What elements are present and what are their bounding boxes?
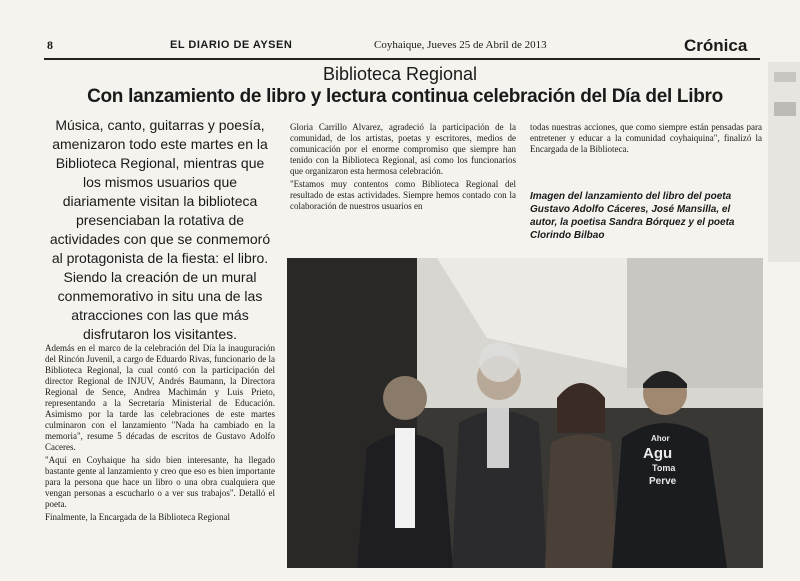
header-rule (44, 58, 760, 60)
article-headline: Con lanzamiento de libro y lectura continua celebración del Día del Libro (87, 86, 723, 107)
scan-bleed-edge (768, 62, 800, 262)
photo-caption: Imagen del lanzamiento del libro del poeta Gustavo Adolfo Cáceres, José Mansilla, el autor, la poetisa Sandra Bórquez y el poeta Clorindo Bilbao (530, 191, 735, 241)
paragraph: Gloria Carrillo Alvarez, agradeció la participación de la comunidad, de los artistas, poetas y escritores, medios de comunicación por el enorme compromiso que siempre han tenido con la Biblioteca Regional, así como los funcionarios que organizaron esta hermosa celebración. (290, 122, 516, 176)
body-column-3 (530, 122, 762, 157)
issue-date: Coyhaique, Jueves 25 de Abril de 2013 (374, 39, 547, 51)
group-photo-illustration (287, 258, 763, 568)
paragraph: "Aquí en Coyhaique ha sido bien interesante, ha llegado bastante gente al lanzamiento y creo que eso es bien importante para la persona que hace un libro o una obra cualquiera que vengan personas a escucharlo o a ver sus trabajos". Detalló el poeta. (45, 455, 275, 509)
paragraph: todas nuestras acciones, que como siempre están pensadas para entretener y educar a la comunidad coyhaiquina", finalizó la Encargada de la Biblioteca. (530, 122, 762, 154)
body-column-2 (290, 122, 516, 214)
shirt-word: Ahor (651, 434, 670, 443)
page-number: 8 (47, 38, 53, 52)
article-kicker: Biblioteca Regional (322, 64, 478, 84)
newspaper-name: EL DIARIO DE AYSEN (170, 39, 293, 51)
section-title: Crónica (684, 36, 748, 55)
page-header (44, 36, 760, 58)
paragraph: Además en el marco de la celebración del Día la inauguración del Rincón Juvenil, a cargo de Eduardo Rivas, funcionario de la Biblioteca Regional, la cual contó con la participación del director Regional de INJUV, Andrés Baumann, la Directora Regional de Sence, Andrea Machimán y Luis Prieto, representando a la Secretaría Ministerial de Educación. Asimismo por la tarde las celebraciones de este martes culminaron con el lanzamiento "Nada ha cambiado en la memoria", resume 5 décadas de escritos de Gustavo Adolfo Caceres. (45, 343, 275, 452)
shirt-word: Perve (649, 476, 677, 487)
paragraph: "Estamos muy contentos como Biblioteca Regional del resultado de estas actividades. Siempre hemos contado con la colaboración de nuestros usuarios en (290, 179, 516, 211)
event-photo (287, 258, 763, 568)
shirt-word: Agu (643, 445, 673, 462)
paragraph: Finalmente, la Encargada de la Biblioteca Regional (45, 512, 231, 522)
body-column-1 (45, 343, 275, 525)
shirt-word: Toma (652, 463, 676, 473)
article-lede: Música, canto, guitarras y poesía, amenizaron todo este martes en la Biblioteca Regional, mientras que los mismos usuarios que diariamente visitan la biblioteca presenciaban la rotativa de actividades con que se conmemoró al protagonista de la fiesta: el libro. Siendo la creación de un mural conmemorativo in situ una de las atracciones con las que más disfrutaron los visitantes. (49, 117, 271, 342)
